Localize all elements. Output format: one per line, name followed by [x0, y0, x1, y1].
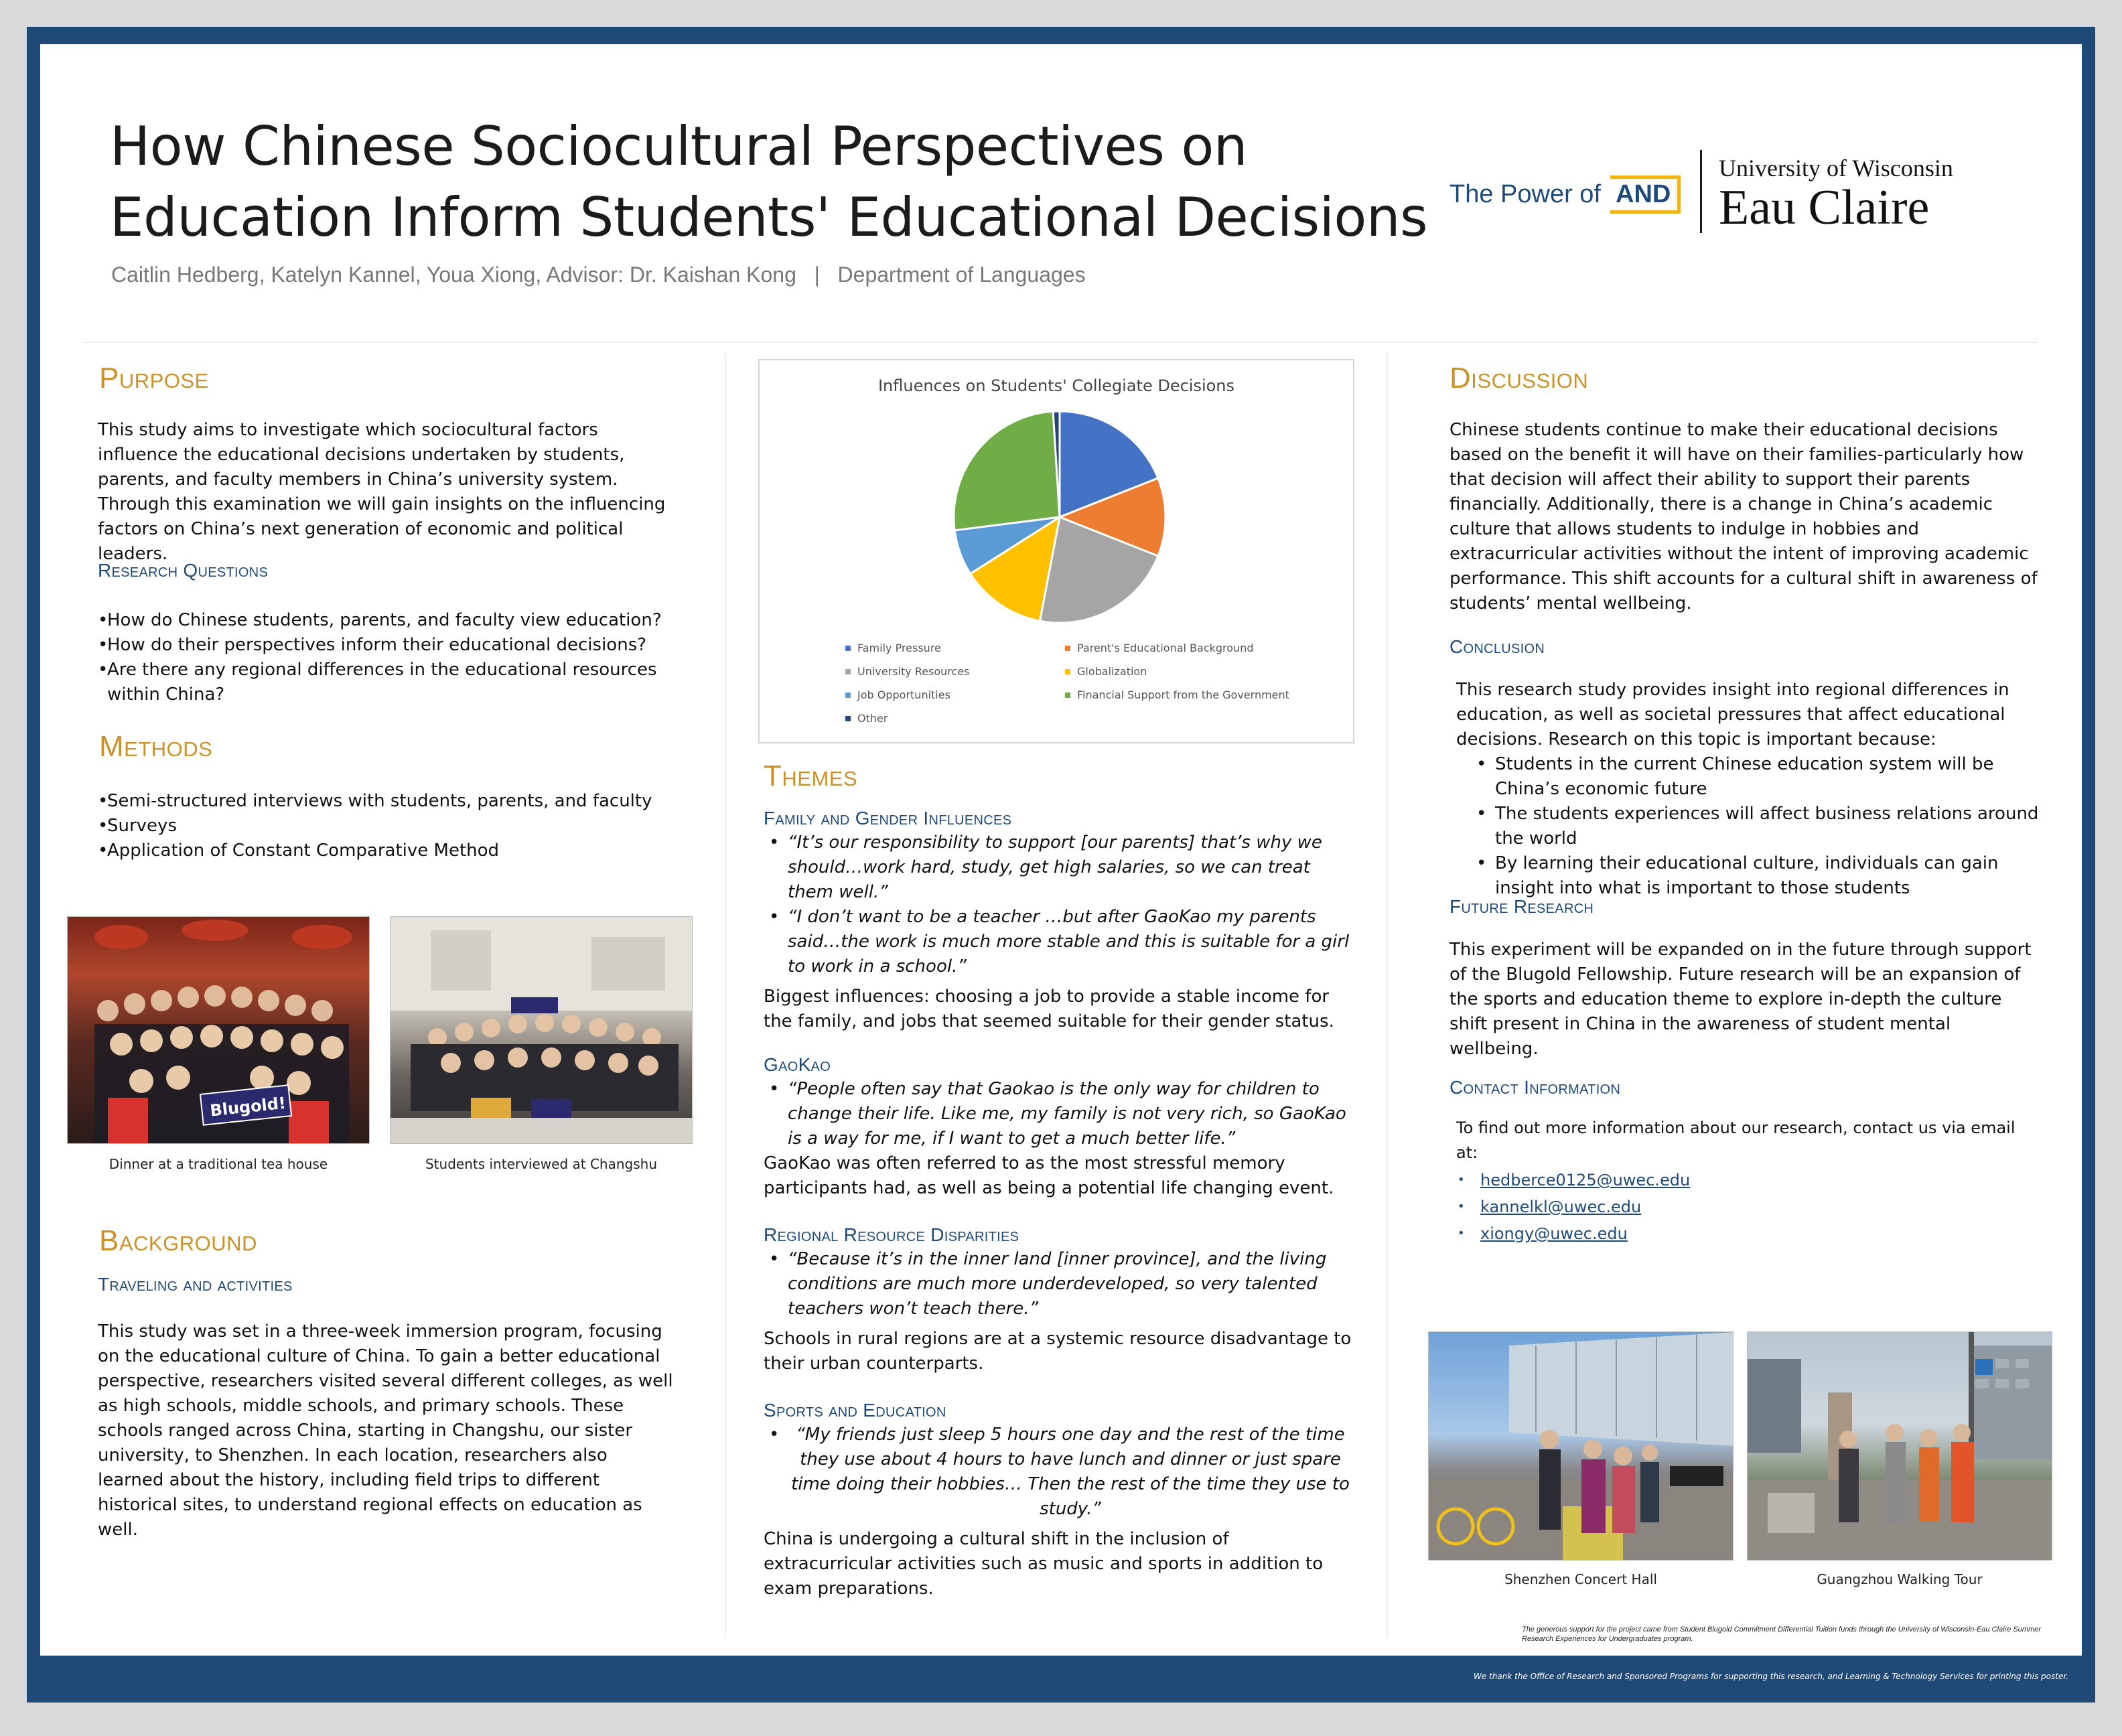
- methods-heading: Methods: [99, 730, 213, 763]
- list-item: • How do their perspectives inform their educational decisions?: [98, 635, 647, 655]
- pie-chart: [758, 359, 1354, 743]
- list-item: • Semi-structured interviews with students, parents, and faculty: [98, 791, 652, 811]
- guangzhou-photo-art: [1748, 1332, 2052, 1561]
- email-link[interactable]: xiongy@uwec.edu: [1480, 1224, 1628, 1243]
- power-of-and-logo: [1449, 175, 1681, 214]
- poster-title: [110, 111, 1427, 253]
- list-item: • Application of Constant Comparative Method: [98, 841, 500, 861]
- legend-swatch: [1065, 669, 1070, 674]
- legend-swatch: [1065, 646, 1070, 651]
- shenzhen-photo-art: [1429, 1332, 1734, 1561]
- guangzhou-photo: [1747, 1331, 2052, 1561]
- chart-title: Influences on Students' Collegiate Decisions: [877, 376, 1235, 395]
- family-gender-section: [764, 830, 1353, 1034]
- tea-house-photo-art: [68, 917, 370, 1144]
- legend-item: [845, 712, 888, 725]
- sports-body: China is undergoing a cultural shift in the inclusion of extracurricular activities such as music and sports in addition to exam preparations.: [764, 1529, 1324, 1599]
- contact-body: To find out more information about our research, contact us via email at:: [1456, 1118, 2015, 1162]
- sports-heading: Sports and Education: [764, 1400, 946, 1421]
- list-item: • How do Chinese students, parents, and faculty view education?: [98, 610, 662, 630]
- tea-house-caption: Dinner at a traditional tea house: [109, 1156, 328, 1172]
- list-item: • Students in the current Chinese education system will be China’s economic future: [1471, 752, 2039, 802]
- conclusion-body: This research study provides insight into regional differences in education, as well as societal pressures that affect educational decisions. Research on this topic is important because:: [1456, 680, 2009, 749]
- purpose-heading: Purpose: [99, 362, 209, 394]
- legend-label: Globalization: [1077, 665, 1147, 678]
- list-item: • Surveys: [98, 816, 177, 836]
- background-body: This study was set in a three-week immersion program, focusing on the educational culture of China. To gain a better educational perspective, researchers visited several different colleges, as well as high schools, middle schools, and primary schools. These schools ranged across China, starting in Changshu, our sister university, to Shenzhen. In each location, researchers also learned about the history, including field trips to different historical sites, to understand regional effects on education as well.: [98, 1321, 673, 1540]
- legend-label: Family Pressure: [857, 642, 941, 654]
- list-item: • The students experiences will affect business relations around the world: [1471, 802, 2039, 851]
- legend-label: University Resources: [857, 665, 970, 678]
- legend-swatch: [845, 693, 851, 698]
- poster: [40, 44, 2082, 1656]
- changshu-photo: [390, 916, 693, 1144]
- sports-section: [764, 1423, 1353, 1601]
- shenzhen-photo: [1428, 1331, 1734, 1561]
- legend-item: [845, 689, 950, 701]
- conclusion-section: [1456, 678, 2039, 901]
- gaokao-heading: GaoKao: [764, 1054, 831, 1075]
- legend-item: [845, 665, 970, 678]
- future-research-heading: Future Research: [1449, 896, 1594, 917]
- quote-item: • “My friends just sleep 5 hours one day and the rest of the time they use about 4 hours to have lunch and dinner or just spare time doing their hobbies… Then the rest of the time they use to study.”: [764, 1423, 1353, 1522]
- legend-label: Parent's Educational Background: [1077, 642, 1254, 654]
- legend-item: [1065, 642, 1253, 654]
- logo-power-text: The Power of: [1449, 180, 1601, 208]
- purpose-body: This study aims to investigate which sociocultural factors influence the educational decisions undertaken by students, parents, and faculty members in China’s university system. Through this examination we will gain insights on the influencing factors on China’s next generation of economic and political leaders.: [98, 420, 666, 564]
- header-divider: [83, 342, 2038, 343]
- pie-chart-svg: [760, 401, 1356, 668]
- logo-campus: Eau Claire: [1719, 180, 1930, 235]
- acknowledgement: The generous support for the project came from Student Blugold Commitment Differential Tuition funds through the University of Wisconsin-Eau Claire Summer Research Experiences for Undergraduates program.: [1522, 1625, 2041, 1643]
- changshu-caption: Students interviewed at Changshu: [425, 1156, 657, 1172]
- legend-item: [845, 642, 941, 654]
- legend-item: [1065, 665, 1147, 678]
- family-gender-heading: Family and Gender Influences: [764, 808, 1012, 828]
- themes-heading: Themes: [764, 760, 858, 792]
- regional-heading: Regional Resource Disparities: [764, 1224, 1019, 1245]
- title-line-2: Education Inform Students' Educational Decisions: [110, 186, 1428, 248]
- list-item: • Are there any regional differences in the educational resources within China?: [98, 660, 657, 705]
- quote-item: • “People often say that Gaokao is the only way for children to change their life. Like me, my family is not very rich, so GaoKao is a way for me, if I want to get a much better life.”: [764, 1077, 1353, 1151]
- authors: Caitlin Hedberg, Katelyn Kannel, Youa Xiong, Advisor: Dr. Kaishan Kong | Department of Languages: [111, 263, 1086, 287]
- email-link[interactable]: kannelkl@uwec.edu: [1480, 1198, 1642, 1216]
- legend-label: Financial Support from the Government: [1077, 689, 1289, 701]
- footer-thanks: We thank the Office of Research and Sponsored Programs for supporting this research, and Learning & Technology Services for printing this poster.: [1474, 1672, 2068, 1681]
- logo-divider: [1700, 150, 1702, 233]
- uw-eau-claire-logo: [1719, 154, 1953, 233]
- title-line-1: How Chinese Sociocultural Perspectives on: [110, 115, 1248, 177]
- email-item: • kannelkl@uwec.edu: [1458, 1198, 1642, 1216]
- legend-swatch: [1065, 693, 1070, 698]
- methods-list: [98, 789, 674, 863]
- background-heading: Background: [99, 1224, 257, 1257]
- svg-text:Blugold!: Blugold!: [209, 1093, 287, 1120]
- future-research-body: This experiment will be expanded on in the future through support of the Blugold Fellowship. Future research will be an expansion of the sports and education theme to explore in-depth the culture shift present in China in the awareness of student mental wellbeing.: [1449, 940, 2032, 1059]
- research-questions-heading: Research Questions: [98, 560, 269, 581]
- traveling-heading: Traveling and activities: [98, 1274, 293, 1295]
- email-item: • hedberce0125@uwec.edu: [1458, 1171, 1691, 1189]
- legend-item: [1065, 689, 1289, 701]
- regional-section: [764, 1247, 1353, 1376]
- pie-slice-financial-support-from-the-government: [954, 411, 1060, 530]
- list-item: • By learning their educational culture, individuals can gain insight into what is important to those students: [1471, 851, 2039, 901]
- email-item: • xiongy@uwec.edu: [1458, 1224, 1628, 1243]
- logo-and: AND: [1610, 175, 1681, 214]
- gaokao-body: GaoKao was often referred to as the most stressful memory participants had, as well as being a potential life changing event.: [764, 1153, 1334, 1198]
- contact-heading: Contact Information: [1449, 1077, 1621, 1098]
- discussion-heading: Discussion: [1449, 362, 1589, 394]
- research-questions-list: [98, 608, 674, 707]
- tea-house-photo: [67, 916, 370, 1144]
- legend-swatch: [845, 716, 851, 721]
- changshu-photo-art: [391, 917, 693, 1144]
- quote-item: • “I don’t want to be a teacher …but after GaoKao my parents said…the work is much more stable and this is suitable for a girl to work in a school.”: [764, 905, 1353, 979]
- quote-item: • “It’s our responsibility to support [our parents] that’s why we should…work hard, study, get high salaries, so we can treat them well.”: [764, 830, 1353, 905]
- family-gender-body: Biggest influences: choosing a job to provide a stable income for the family, and jobs that seemed suitable for their gender status.: [764, 987, 1334, 1031]
- legend-label: Other: [857, 712, 888, 725]
- discussion-body: Chinese students continue to make their educational decisions based on the benefit it will have on their families-particularly how that decision will affect their ability to support their parents financially. Additionally, there is a change in China’s academic culture that allows students to indulge in hobbies and extracurricular activities without the intent of improving academic performance. This shift accounts for a cultural shift in awareness of students’ mental wellbeing.: [1449, 420, 2038, 613]
- contact-section: [1456, 1116, 2039, 1247]
- legend-swatch: [845, 669, 851, 674]
- guangzhou-caption: Guangzhou Walking Tour: [1817, 1571, 1983, 1587]
- legend-swatch: [845, 646, 851, 651]
- conclusion-heading: Conclusion: [1449, 636, 1545, 657]
- column-divider-1: [725, 352, 726, 1638]
- regional-body: Schools in rural regions are at a systemic resource disadvantage to their urban counterparts.: [764, 1329, 1352, 1374]
- column-divider-2: [1387, 352, 1388, 1638]
- gaokao-section: [764, 1077, 1353, 1201]
- shenzhen-caption: Shenzhen Concert Hall: [1504, 1571, 1657, 1587]
- email-link[interactable]: hedberce0125@uwec.edu: [1480, 1171, 1691, 1189]
- logo-university: University of Wisconsin: [1719, 155, 1953, 182]
- quote-item: • “Because it’s in the inner land [inner province], and the living conditions are much more underdeveloped, so very talented teachers won’t teach there.”: [764, 1247, 1353, 1321]
- legend-label: Job Opportunities: [857, 689, 950, 701]
